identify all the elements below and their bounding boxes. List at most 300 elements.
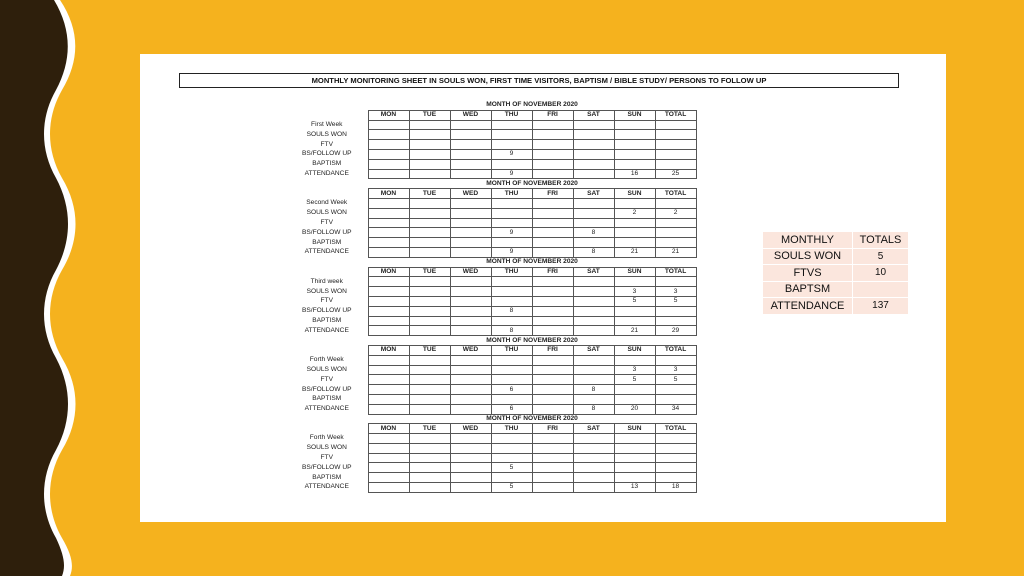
value-cell [450,483,491,493]
value-cell [573,316,614,326]
value-cell [368,140,409,150]
value-cell [614,306,655,316]
totals-label: FTVS [763,265,853,282]
value-cell [409,149,450,159]
value-cell [532,296,573,306]
empty-cell [368,198,409,208]
value-cell [368,316,409,326]
value-cell [655,218,696,228]
day-header: TOTAL [655,110,696,120]
value-cell [532,169,573,179]
row-label: FTV [320,454,333,462]
value-cell: 21 [655,247,696,257]
week-label: First Week [311,120,343,128]
totals-row [763,281,909,298]
value-cell [655,473,696,483]
value-cell [368,287,409,297]
day-header: TUE [409,110,450,120]
day-header: SUN [614,345,655,355]
sheet-title: MONTHLY MONITORING SHEET IN SOULS WON, FIRST TIME VISITORS, BAPTISM / BIBLE STUDY/ PERSONS TO FOLLOW UP [179,73,899,88]
value-cell: 8 [573,228,614,238]
week-label-row [286,120,696,130]
empty-cell [655,355,696,365]
empty-cell [491,277,532,287]
month-row [286,336,696,346]
value-cell [491,287,532,297]
value-cell [614,140,655,150]
blank-cell [286,257,368,267]
metric-row [286,159,696,169]
metric-row [286,316,696,326]
value-cell [368,130,409,140]
metric-row [286,453,696,463]
value-cell [409,443,450,453]
metric-row [286,208,696,218]
value-cell [409,453,450,463]
value-cell [655,306,696,316]
metric-row [286,247,696,257]
value-cell [368,453,409,463]
value-cell [450,208,491,218]
day-header: SAT [573,424,614,434]
day-header: THU [491,189,532,199]
value-cell [409,483,450,493]
day-header: SUN [614,424,655,434]
value-cell [409,385,450,395]
metric-row [286,140,696,150]
value-cell [368,483,409,493]
totals-label: SOULS WON [763,248,853,265]
day-header: MON [368,189,409,199]
value-cell [532,159,573,169]
value-cell: 8 [573,385,614,395]
value-cell: 3 [655,365,696,375]
empty-cell [532,120,573,130]
row-label: BS/FOLLOW UP [302,385,352,393]
value-cell: 9 [491,228,532,238]
day-header: THU [491,424,532,434]
blank-cell [286,336,368,346]
row-label: BAPTISM [312,316,342,324]
empty-cell [573,198,614,208]
value-cell [614,443,655,453]
metric-row [286,375,696,385]
day-header: MON [368,345,409,355]
value-cell [409,404,450,414]
value-cell [655,159,696,169]
day-header: WED [450,110,491,120]
value-cell: 5 [655,375,696,385]
totals-value: 5 [853,248,909,265]
day-header-row [286,345,696,355]
day-header: MON [368,110,409,120]
value-cell [532,443,573,453]
value-cell [368,169,409,179]
value-cell [573,394,614,404]
day-header: FRI [532,110,573,120]
value-cell [655,443,696,453]
empty-cell [573,120,614,130]
value-cell [532,365,573,375]
monthly-totals-table [762,231,909,315]
row-label: BS/FOLLOW UP [302,463,352,471]
value-cell [368,375,409,385]
blank-cell [286,424,368,434]
value-cell [614,159,655,169]
metric-row [286,326,696,336]
value-cell [450,326,491,336]
day-header: TOTAL [655,267,696,277]
metric-row [286,404,696,414]
row-label: BAPTISM [312,238,342,246]
value-cell [655,316,696,326]
value-cell [532,375,573,385]
month-label: MONTH OF NOVEMBER 2020 [486,258,578,266]
day-header: TOTAL [655,345,696,355]
value-cell: 16 [614,169,655,179]
value-cell [368,218,409,228]
metric-row [286,306,696,316]
value-cell [614,218,655,228]
value-cell [491,296,532,306]
value-cell [450,159,491,169]
row-label: SOULS WON [306,287,347,295]
value-cell [573,306,614,316]
weekly-table [286,101,697,493]
month-row [286,101,696,110]
value-cell [532,394,573,404]
value-cell [573,443,614,453]
row-label: SOULS WON [306,444,347,452]
empty-cell [614,198,655,208]
value-cell [491,473,532,483]
day-header-row [286,110,696,120]
value-cell [450,296,491,306]
metric-row [286,149,696,159]
row-label: ATTENDANCE [304,405,349,413]
day-header: TOTAL [655,189,696,199]
value-cell [532,287,573,297]
week-label-row [286,355,696,365]
value-cell [614,149,655,159]
value-cell [409,208,450,218]
empty-cell [614,120,655,130]
month-row [286,414,696,424]
day-header: THU [491,345,532,355]
value-cell [450,287,491,297]
empty-cell [614,434,655,444]
value-cell [409,473,450,483]
value-cell: 34 [655,404,696,414]
value-cell [532,149,573,159]
day-header: MON [368,424,409,434]
row-label: BAPTISM [312,395,342,403]
value-cell [409,140,450,150]
value-cell [409,394,450,404]
value-cell [573,140,614,150]
value-cell [655,130,696,140]
value-cell [368,326,409,336]
value-cell [655,463,696,473]
metric-row [286,473,696,483]
value-cell [450,473,491,483]
empty-cell [573,434,614,444]
value-cell [532,306,573,316]
totals-value [853,281,909,298]
empty-cell [368,434,409,444]
empty-cell [409,277,450,287]
value-cell [409,169,450,179]
day-header: WED [450,267,491,277]
metric-row [286,443,696,453]
value-cell: 18 [655,483,696,493]
value-cell [614,394,655,404]
value-cell [532,453,573,463]
metric-row [286,238,696,248]
value-cell [532,483,573,493]
value-cell [655,453,696,463]
value-cell [368,394,409,404]
day-header: THU [491,110,532,120]
value-cell: 9 [491,169,532,179]
value-cell [655,149,696,159]
value-cell: 5 [491,463,532,473]
totals-value: 10 [853,265,909,282]
week-label-row [286,277,696,287]
value-cell [491,140,532,150]
value-cell [450,130,491,140]
value-cell [491,238,532,248]
empty-cell [532,198,573,208]
row-label: BS/FOLLOW UP [302,228,352,236]
blank-cell [286,101,368,110]
blank-cell [286,345,368,355]
row-label: FTV [320,297,333,305]
metric-row [286,365,696,375]
metric-row [286,228,696,238]
value-cell: 6 [491,404,532,414]
empty-cell [614,277,655,287]
value-cell [532,238,573,248]
value-cell [573,473,614,483]
value-cell [491,208,532,218]
week-label: Third week [310,277,343,285]
value-cell [614,238,655,248]
blank-cell [286,110,368,120]
value-cell [573,365,614,375]
monitoring-sheet [140,54,946,522]
row-label: BS/FOLLOW UP [302,150,352,158]
totals-header-row [763,232,909,249]
week-label: Forth Week [309,434,344,442]
value-cell [409,316,450,326]
empty-cell [573,277,614,287]
value-cell [614,473,655,483]
value-cell [368,443,409,453]
week-label: Forth Week [309,356,344,364]
day-header: FRI [532,424,573,434]
value-cell [409,228,450,238]
metric-row [286,130,696,140]
decorative-wavy-sidebar [0,0,80,576]
row-label: BAPTISM [312,473,342,481]
value-cell [573,463,614,473]
day-header: SAT [573,345,614,355]
value-cell [368,149,409,159]
row-label: SOULS WON [306,130,347,138]
value-cell [409,296,450,306]
value-cell [450,238,491,248]
empty-cell [491,198,532,208]
value-cell [655,394,696,404]
value-cell [532,218,573,228]
day-header: SUN [614,110,655,120]
value-cell [532,316,573,326]
value-cell [409,463,450,473]
empty-cell [368,355,409,365]
metric-row [286,483,696,493]
value-cell [532,130,573,140]
day-header: FRI [532,345,573,355]
value-cell [368,385,409,395]
empty-cell [655,277,696,287]
value-cell [450,404,491,414]
value-cell [614,463,655,473]
value-cell [409,375,450,385]
value-cell [409,365,450,375]
row-label: FTV [320,140,333,148]
row-label: ATTENDANCE [304,483,349,491]
value-cell [573,208,614,218]
totals-value: 137 [853,298,909,315]
value-cell [491,316,532,326]
value-cell [491,375,532,385]
value-cell [573,483,614,493]
month-label: MONTH OF NOVEMBER 2020 [486,336,578,344]
value-cell [450,218,491,228]
empty-cell [450,277,491,287]
day-header: THU [491,267,532,277]
empty-cell [450,355,491,365]
blank-cell [286,414,368,424]
value-cell [573,159,614,169]
value-cell [368,208,409,218]
day-header: MON [368,267,409,277]
empty-cell [409,434,450,444]
day-header: WED [450,189,491,199]
value-cell: 6 [491,385,532,395]
totals-label: BAPTSM [763,281,853,298]
empty-cell [655,434,696,444]
value-cell [491,130,532,140]
value-cell [532,404,573,414]
value-cell: 3 [614,365,655,375]
value-cell: 5 [491,483,532,493]
value-cell [532,208,573,218]
value-cell [532,473,573,483]
value-cell [368,296,409,306]
value-cell [573,238,614,248]
value-cell: 8 [573,247,614,257]
value-cell: 3 [614,287,655,297]
metric-row [286,287,696,297]
day-header: WED [450,424,491,434]
month-label: MONTH OF NOVEMBER 2020 [486,414,578,422]
empty-cell [614,355,655,365]
value-cell [409,247,450,257]
row-label: FTV [320,375,333,383]
value-cell [409,287,450,297]
value-cell: 8 [573,404,614,414]
value-cell [409,218,450,228]
value-cell: 8 [491,306,532,316]
blank-cell [286,179,368,189]
value-cell: 20 [614,404,655,414]
value-cell [655,385,696,395]
day-header: SAT [573,110,614,120]
value-cell [450,394,491,404]
value-cell [368,473,409,483]
value-cell: 25 [655,169,696,179]
day-header-row [286,424,696,434]
value-cell [368,228,409,238]
day-header: TOTAL [655,424,696,434]
day-header: TUE [409,189,450,199]
empty-cell [573,355,614,365]
day-header: WED [450,345,491,355]
value-cell: 9 [491,149,532,159]
week-label-row [286,198,696,208]
value-cell: 5 [655,296,696,306]
value-cell [450,140,491,150]
value-cell [368,247,409,257]
value-cell [532,228,573,238]
empty-cell [655,198,696,208]
day-header: SAT [573,189,614,199]
value-cell: 2 [614,208,655,218]
value-cell [573,326,614,336]
month-label: MONTH OF NOVEMBER 2020 [486,101,578,109]
value-cell: 9 [491,247,532,257]
value-cell [450,443,491,453]
value-cell [409,159,450,169]
value-cell [614,130,655,140]
day-header: TUE [409,345,450,355]
value-cell [409,238,450,248]
value-cell [450,385,491,395]
value-cell [368,238,409,248]
day-header-row [286,189,696,199]
value-cell [573,296,614,306]
value-cell [409,306,450,316]
value-cell [368,159,409,169]
totals-label: ATTENDANCE [763,298,853,315]
value-cell [450,228,491,238]
value-cell [614,316,655,326]
empty-cell [532,434,573,444]
empty-cell [491,120,532,130]
value-cell: 21 [614,326,655,336]
row-label: BAPTISM [312,160,342,168]
totals-header: TOTALS [853,232,909,249]
value-cell [491,365,532,375]
empty-cell [368,120,409,130]
value-cell: 13 [614,483,655,493]
value-cell [450,375,491,385]
value-cell [573,130,614,140]
row-label: FTV [320,218,333,226]
day-header: SAT [573,267,614,277]
